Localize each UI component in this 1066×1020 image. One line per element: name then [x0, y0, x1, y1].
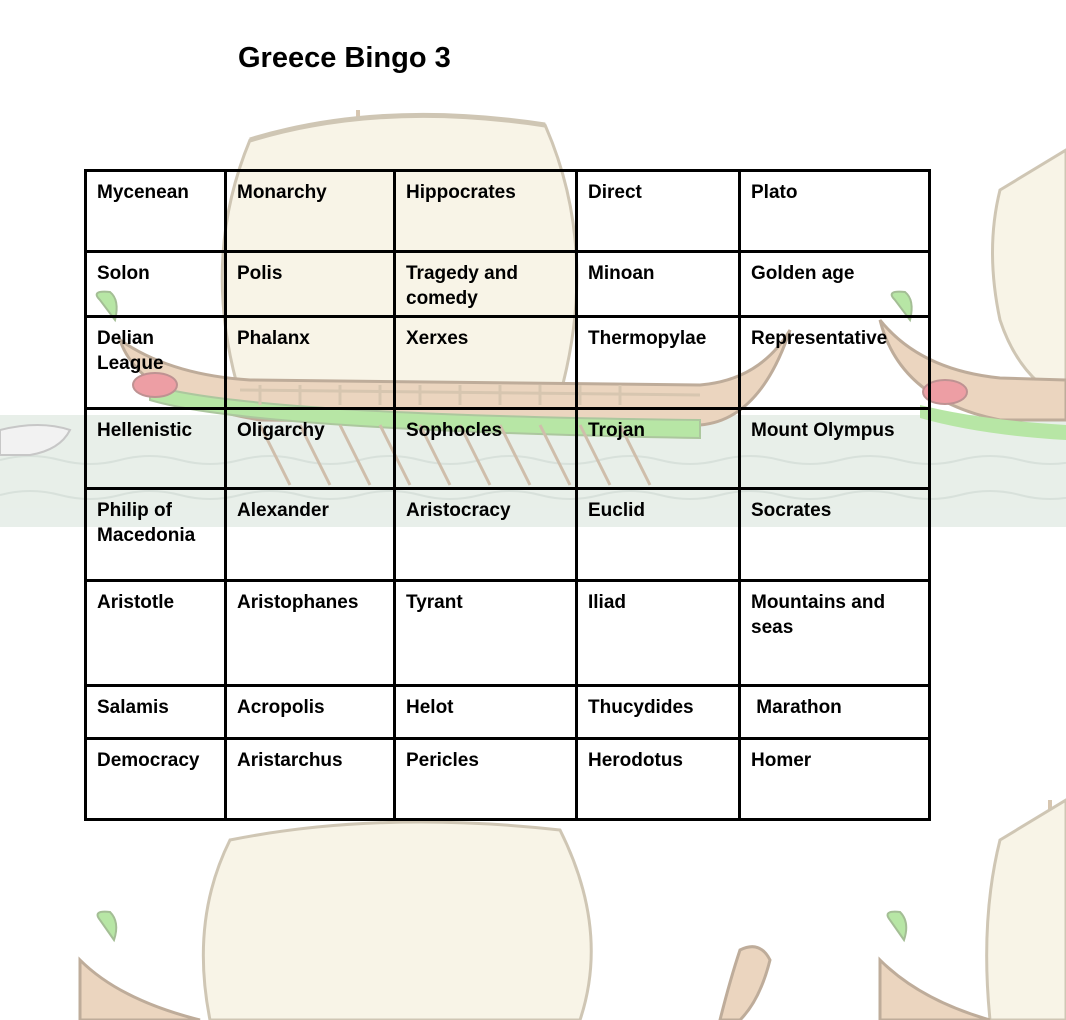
bingo-cell: Trojan	[577, 409, 740, 489]
bingo-cell: Delian League	[86, 317, 226, 409]
bingo-cell: Tragedy and comedy	[395, 252, 577, 317]
bingo-row	[86, 409, 930, 489]
bingo-row	[86, 739, 930, 820]
bingo-cell: Sophocles	[395, 409, 577, 489]
bingo-cell: Socrates	[740, 489, 930, 581]
bingo-row	[86, 252, 930, 317]
bingo-cell: Aristarchus	[226, 739, 395, 820]
bingo-cell: Hellenistic	[86, 409, 226, 489]
bingo-cell: Aristocracy	[395, 489, 577, 581]
bingo-cell: Polis	[226, 252, 395, 317]
bingo-cell: Solon	[86, 252, 226, 317]
bingo-row	[86, 581, 930, 686]
bingo-cell: Representative	[740, 317, 930, 409]
bingo-cell: Homer	[740, 739, 930, 820]
bingo-cell: Alexander	[226, 489, 395, 581]
bingo-row	[86, 171, 930, 252]
bingo-cell: Aristophanes	[226, 581, 395, 686]
bingo-cell: Direct	[577, 171, 740, 252]
bingo-row	[86, 317, 930, 409]
bingo-cell: Iliad	[577, 581, 740, 686]
bingo-cell: Plato	[740, 171, 930, 252]
page-title: Greece Bingo 3	[238, 42, 451, 74]
bingo-row	[86, 686, 930, 739]
bingo-cell: Helot	[395, 686, 577, 739]
bingo-cell: Acropolis	[226, 686, 395, 739]
bingo-cell: Salamis	[86, 686, 226, 739]
bingo-cell: Pericles	[395, 739, 577, 820]
bingo-cell: Democracy	[86, 739, 226, 820]
bingo-card	[84, 169, 931, 821]
bingo-cell: Philip of Macedonia	[86, 489, 226, 581]
bingo-cell: Thucydides	[577, 686, 740, 739]
bingo-cell: Oligarchy	[226, 409, 395, 489]
bingo-cell: Tyrant	[395, 581, 577, 686]
lower-ship-right	[880, 800, 1066, 1020]
bingo-cell: Marathon	[740, 686, 930, 739]
bingo-cell: Mountains and seas	[740, 581, 930, 686]
bingo-cell: Herodotus	[577, 739, 740, 820]
bingo-cell: Aristotle	[86, 581, 226, 686]
bingo-cell: Monarchy	[226, 171, 395, 252]
bingo-row	[86, 489, 930, 581]
bingo-cell: Hippocrates	[395, 171, 577, 252]
bingo-cell: Mount Olympus	[740, 409, 930, 489]
bingo-cell: Mycenean	[86, 171, 226, 252]
bingo-cell: Golden age	[740, 252, 930, 317]
bingo-cell: Euclid	[577, 489, 740, 581]
bingo-cell: Thermopylae	[577, 317, 740, 409]
bingo-cell: Minoan	[577, 252, 740, 317]
bingo-cell: Xerxes	[395, 317, 577, 409]
bingo-cell: Phalanx	[226, 317, 395, 409]
